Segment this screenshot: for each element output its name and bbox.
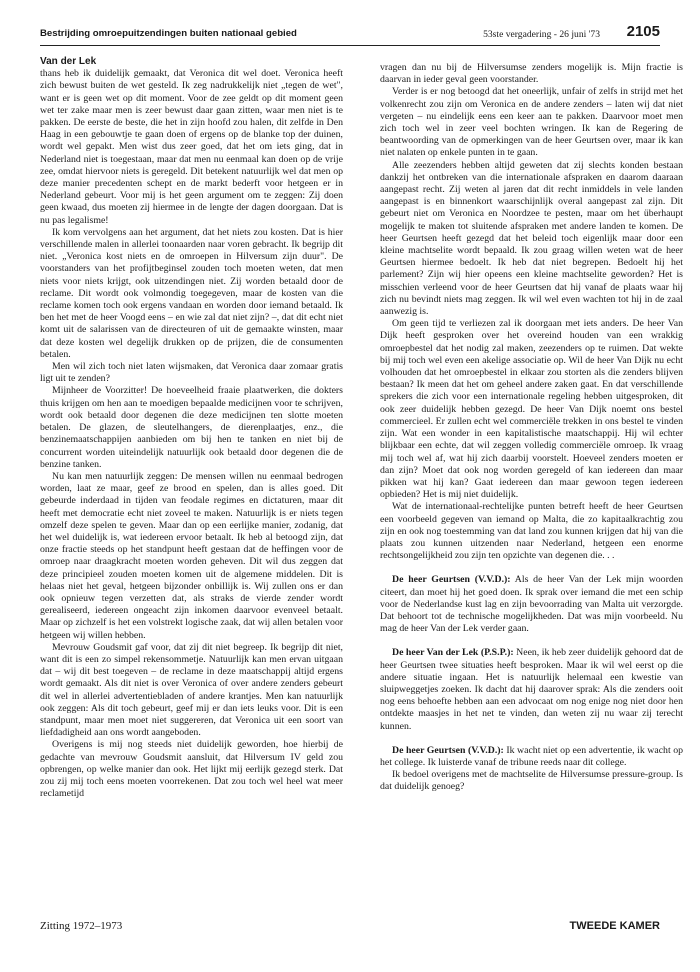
paragraph: Alle zeezenders hebben altijd geweten dat zij slechts konden bestaan dankzij het ontbreken van die internationale afspraken en daarom daaraan aangepast recht. Zij weten al jaren dat dit recht inmiddels in vele landen aangepast is en binnenkort waarschijnlijk overal aangepast zal zijn. Dit gebeurt niet om Veronica en Noordzee te pesten, maar om het überhaupt mogelijk te maken tot sluitende afspraken met andere landen te komen. De heer Geurtsen heeft gezegd dat het beleid toch eigenlijk maar door een kleine machtselite wordt bepaald. Ik zou graag willen weten wat de heer Geurtsen hiermee bedoelt. Ik heb dat niet begrepen. Bedoelt hij het parlement? Zijn wij hier opeens een kleine machtselite geworden? Het is misschien verleend voor de heer Geurtsen dat hij vanaf de plaats waar hij zich nu bevindt niets mag zeggen. Ik wil wel even wachten tot hij in de zaal aanwezig is. [380,159,683,318]
page-header [40,22,660,46]
footer-chamber: TWEEDE KAMER [569,920,660,932]
paragraph: Mevrouw Goudsmit gaf voor, dat zij dit niet begreep. Ik begrijp dit niet, want dit is een zo simpel rekensommetje. Natuurlijk kan men ervan uitgaan dat – wij dit best toegeven – de reclame in deze maatschappij altijd ergens wordt gemaakt. Als dit niet is over Veronica of over andere zenders gebeurt dit wel in allerlei advertentiebladen of andere krantjes. Men kan natuurlijk ook zeggen: Als dit toch gebeurt, geef mij er dan iets leuks voor. Dit is een standpunt, maar men moet niet suggereren, dat Veronica uit een soort van liefdadigheid aan ons wordt aangeboden. [40,641,343,739]
speaker-name: De heer Geurtsen (V.V.D.): [392,744,504,756]
paragraph: Ik kom vervolgens aan het argument, dat het niets zou kosten. Dat is hier verschillende malen in allerlei toonaarden naar voren gebracht. Ik begrijp dit niet. „Veronica kost niets en de omroepen in Hilversum zijn duur". De voorstanders van het profijtbeginsel zouden toch moeten weten, dat men niets voor niets krijgt, ook uitzendingen niet. Zij worden betaald door de reclame. Dit wordt ook volmondig toegegeven, maar de kosten van die reclame komen toch ook ergens vandaan en worden door iemand betaald. Ik ben het met de heer Voogd eens – en wie zal dat niet zijn? –, dat dit echt niet komt uit de salarissen van de directeuren of uit de gemaakte winsten, maar dat deze kosten wel degelijk drukken op de prijzen, die de consumenten betalen. [40,226,343,360]
paragraph: Mijnheer de Voorzitter! De hoeveelheid fraaie plaatwerken, die dokters thuis krijgen om hen aan te moedigen bepaalde medicijnen voor te schrijven, wordt ook betaald door degenen die deze medicijnen ten slotte moeten betalen. De glazen, de sleutelhangers, de dierenplaatjes, enz., die benzinemaatschappijen aanbieden om bij hen te tanken en niet bij de concurrent worden uiteindelijk natuurlijk ook betaald door degenen die de benzine tanken. [40,385,343,470]
paragraph: Ik bedoel overigens met de machtselite de Hilversumse pressure-group. Is dat duidelijk genoeg? [380,769,683,793]
header-title: Bestrijding omroepuitzendingen buiten nationaal gebied [40,28,297,39]
speaker-heading: Van der Lek [40,56,97,67]
interjection [380,745,683,769]
page-number: 2105 [626,23,660,40]
header-meeting: 53ste vergadering - 26 juni '73 [483,29,600,40]
interjection [380,647,683,732]
interjection-text: Ik wacht niet op een advertentie, ik wacht op het college. Ik luisterde vanaf de tribune reeds naar dit college. [380,744,683,768]
speaker-name: De heer Van der Lek (P.S.P.): [392,647,514,659]
paragraph: vragen dan nu bij de Hilversumse zenders mogelijk is. Mijn fractie is daarvan in ieder geval geen voorstander. [380,62,683,86]
paragraph: Verder is er nog betoogd dat het oneerlijk, unfair of zelfs in strijd met het volkenrecht zou zijn om Veronica en de andere zenders – laten wij dat niet vergeten – nu eindelijk eens een keer aan te pakken. Daarvoor moet men zich toch wel in zeer veel bochten wringen. Ik kan de Regering de beantwoording van de opmerkingen van de heer Geurtsen over, maar ik kan niet nalaten op enkele punten in te gaan. [380,86,683,159]
header-rule [40,45,660,46]
speaker-name: De heer Geurtsen (V.V.D.): [392,574,511,586]
paragraph: thans heb ik duidelijk gemaakt, dat Veronica dit wel doet. Veronica heeft zich bewust buiten de wet gesteld. Ik zeg nadrukkelijk niet „tegen de wet", want er is geen wet op dit moment. Voor de zee geldt op dit moment geen wet ter zake maar men is zeer bewust daar gaan zitten, waar men niet is te pakken. De eerste de beste, die het in zijn hoofd zou halen, dit zelfde in Den Haag in een gebouwtje te gaan doen of ergens op de blanke top der duinen, wordt wel gepakt. Men wist dus zeer goed, dat het om iets ging, dat in Nederland niet is toegestaan, maar dat men nu eenmaal kan doen op de vrije zee, omdat hiervoor niets is geregeld. Dit betekent natuurlijk wel dat men op deze manier precedenten schept en de markt bederft voor hetgeen er in Nederland gebeurt. Voor mij is het geen argument om te zeggen: Zij doen geen kwaad, dus moeten zij hiermee in de lengte der dagen doorgaan. Dat is nu pas legalisme! [40,68,343,226]
paragraph: Om geen tijd te verliezen zal ik doorgaan met iets anders. De heer Van Dijk heeft gesproken over het overeind houden van een wrakkig omroepbestel dat het nodig zal maken, zeezenders op te ruimen. Dat wekte bij mij toch wel even een akelige associatie op. Wil de heer Van Dijk nu echt volhouden dat het omroepbestel in elkaar zou storten als die zenders blijven bestaan? Ik meen dat het om geheel andere zaken gaat. En dat verschillende sprekers die zich voor een internationale regeling hebben uitgesproken, dit ook zeer duidelijk hebben gezegd. De heer Van Dijk noemt ons bestel commercieel. Er zullen echt wel commerciële trekken in ons bestel te vinden zijn. Wat een wonder in een kapitalistische maatschappij. Hij wil echter blijkbaar een echte, dat wil zeggen volledig commerciële omroep. Ik vraag mij toch wel af, wat hij zich daarbij voorstelt. Hoeveel zenders moeten er dan zijn? Moet dat ook nog worden geregeld of kan iedereen dan maar pikken wat hij kan? Gaat iedereen dan maar gewoon tegen iedereen opbieden? Het is mij niet duidelijk. [380,318,683,501]
paragraph: Wat de internationaal-rechtelijke punten betreft heeft de heer Geurtsen een voorbeeld gegeven van iemand op Malta, die zo kapitaalkrachtig zou zijn en ook nog toestemming van dat land zou kunnen krijgen dat hij van die plaats zou kunnen uitzenden naar Nederland, hetgeen een enorme rechtsongelijkheid zou zijn ten opzichte van degenen die. . . [380,501,683,562]
left-column [40,56,343,800]
footer-session: Zitting 1972–1973 [40,920,123,932]
interjection-text: Als de heer Van der Lek mijn woorden citeert, dan moet hij het goed doen. Ik sprak over iemand die met een schip voor de Nederlandse kust lag en zijn bevoorrading van Malta uit verzorgde. Dat behoort tot de technische mogelijkheden. Dat was mijn voorbeeld. Nu mag de heer Van der Lek verder gaan. [380,574,683,635]
right-column [380,62,683,794]
paragraph: Nu kan men natuurlijk zeggen: De mensen willen nu eenmaal bedrogen worden, laat ze maar, geef ze brood en spelen, dan is alles goed. Dit gebeurde inderdaad in tijden van feodale regimes en dictaturen, maar dit heeft met democratie echt niet zoveel te maken. Natuurlijk is er niets tegen omzelf deze spelen te geven. Maar dan op een eerlijke manier, zodanig, dat het wel duidelijk is, wat iedereen ervoor betaalt. Ik heb al betoogd zijn, dat onze fractie steeds op het standpunt heeft gestaan dat de heffingen voor de omroep naar draagkracht moeten worden geheven. Dit wil dus zeggen dat deze principieel zouden moeten komen uit de algemene middelen. Dit is helaas niet het geval, hetgeen bijzonder onbillijk is. Wij zullen ons er dan ook opnieuw tegen verzetten dat, als straks de vierde zender wordt gerealiseerd, iedereen ongeacht zijn inkomen daarvoor evenveel betaalt. Maar op zichzelf is het een volstrekt logische zaak, dat wij allen betalen voor hetgeen wij willen hebben. [40,470,343,641]
paragraph: Men wil zich toch niet laten wijsmaken, dat Veronica daar zomaar gratis ligt uit te zenden? [40,361,343,385]
interjection [380,574,683,635]
interjection-text: Neen, ik heb zeer duidelijk gehoord dat de heer Geurtsen twee situaties heeft besproken. Maar ik wil wel eerst op die andere situatie ingaan. Het is natuurlijk helemaal een kwestie van sluipweggetjes zoeken. Ik dacht dat hij daarover sprak: Als die zenders ooit nog eens behoefte hebben aan een advocaat om nog enige nog niet door hen ontdekte maasjes in het net te vinden, dan weten zij nu waar zij terecht kunnen. [380,647,683,732]
paragraph: Overigens is mij nog steeds niet duidelijk geworden, hoe hierbij de gedachte van mevrouw Goudsmit aansluit, dat Hilversum IV geld zou opbrengen, op welke manier dan ook. Het lijkt mij eerlijk gezegd sterk. Dat zou zij mij toch eens moeten voorrekenen. Dat zou toch wel heel wat meer reclametijd [40,739,343,800]
